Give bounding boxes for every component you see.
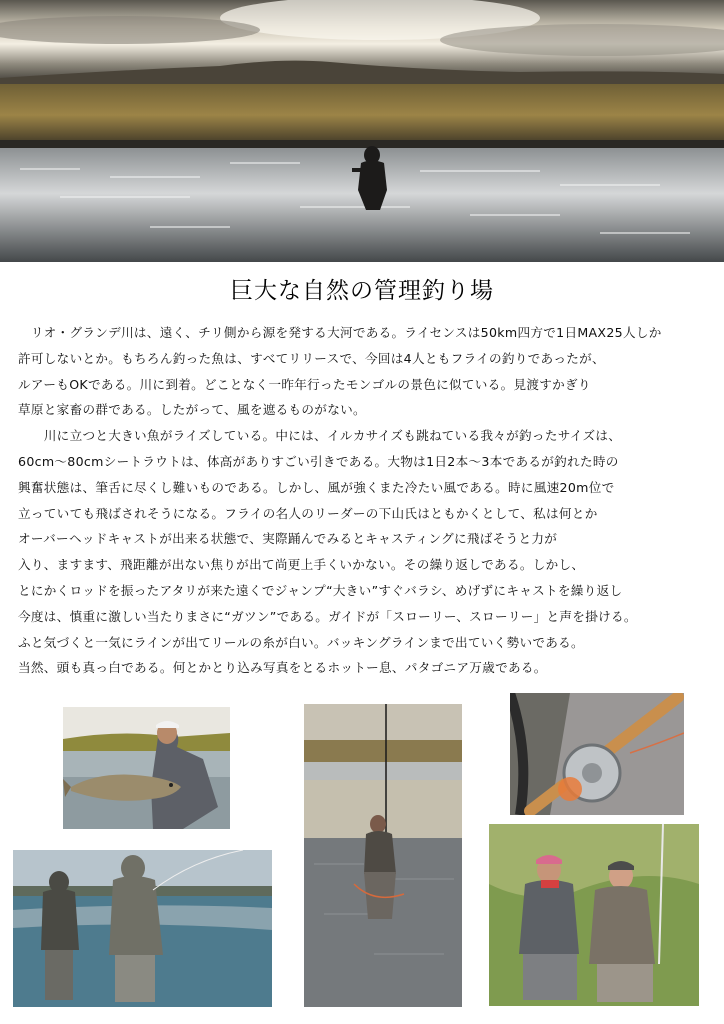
article-body xyxy=(18,320,708,681)
text-line: 草原と家畜の群である。したがって、風を遮るものがない。 xyxy=(18,402,366,418)
text-line: 興奮状態は、筆舌に尽くし難いものである。しかし、風が強くまた冷たい風である。時に風速20m位で xyxy=(18,479,615,495)
text-line: 60cm～80cmシートラウトは、体高がありすごい引きである。大物は1日2本～3本であるが釣れた時の xyxy=(18,453,619,469)
page-title: 巨大な自然の管理釣り場 xyxy=(230,278,494,304)
text-line: 立っていても飛ばされそうになる。フライの名人のリーダーの下山氏はともかくとして、私は何とか xyxy=(18,505,598,521)
text-line: 入り、ますます、飛距離が出ない焦りが出て尚更上手くいかない。その繰り返しである。しかし、 xyxy=(18,557,585,573)
text-line: オーバーヘッドキャストが出来る状態で、実際踊んでみるとキャスティングに飛ばそうと力が xyxy=(18,531,558,547)
photo-anglers-on-grass xyxy=(489,824,699,1006)
text-line: ふと気づくと一気にラインが出てリールの糸が白い。バッキングラインまで出ていく勢いである。 xyxy=(18,634,584,650)
text-line: 川に立つと大きい魚がライズしている。中には、イルカサイズも跳ねている我々が釣ったサイズは、 xyxy=(18,428,622,444)
photo-angler-with-fish xyxy=(63,707,230,829)
photo-angler-wading xyxy=(304,704,462,1007)
text-line: 許可しないとか。もちろん釣った魚は、すべてリリースで、今回は4人ともフライの釣りであったが、 xyxy=(18,350,605,366)
text-line: とにかくロッドを振ったアタリが来た遠くでジャンプ“大きい”すぐバラシ、めげずにキャストを繰り返し xyxy=(18,582,623,598)
photo-fly-reel xyxy=(510,693,684,815)
photo-two-anglers-shore xyxy=(13,850,272,1007)
text-line: リオ・グランデ川は、遠く、チリ側から源を発する大河である。ライセンスは50km四方で1日MAX25人しか xyxy=(18,325,662,340)
text-line: 今度は、慎重に激しい当たりまさに“ガツン”である。ガイドが「スローリー、スローリー」と声を掛ける。 xyxy=(18,608,637,624)
text-line: ルアーもOKである。川に到着。どことなく一昨年行ったモンゴルの景色に似ている。見渡すかぎり xyxy=(18,376,591,392)
hero-landscape-image xyxy=(0,0,724,262)
text-line: 当然、頭も真っ白である。何とかとり込み写真をとるホットー息、パタゴニア万歳である。 xyxy=(18,660,547,676)
hero-photo xyxy=(0,0,724,262)
